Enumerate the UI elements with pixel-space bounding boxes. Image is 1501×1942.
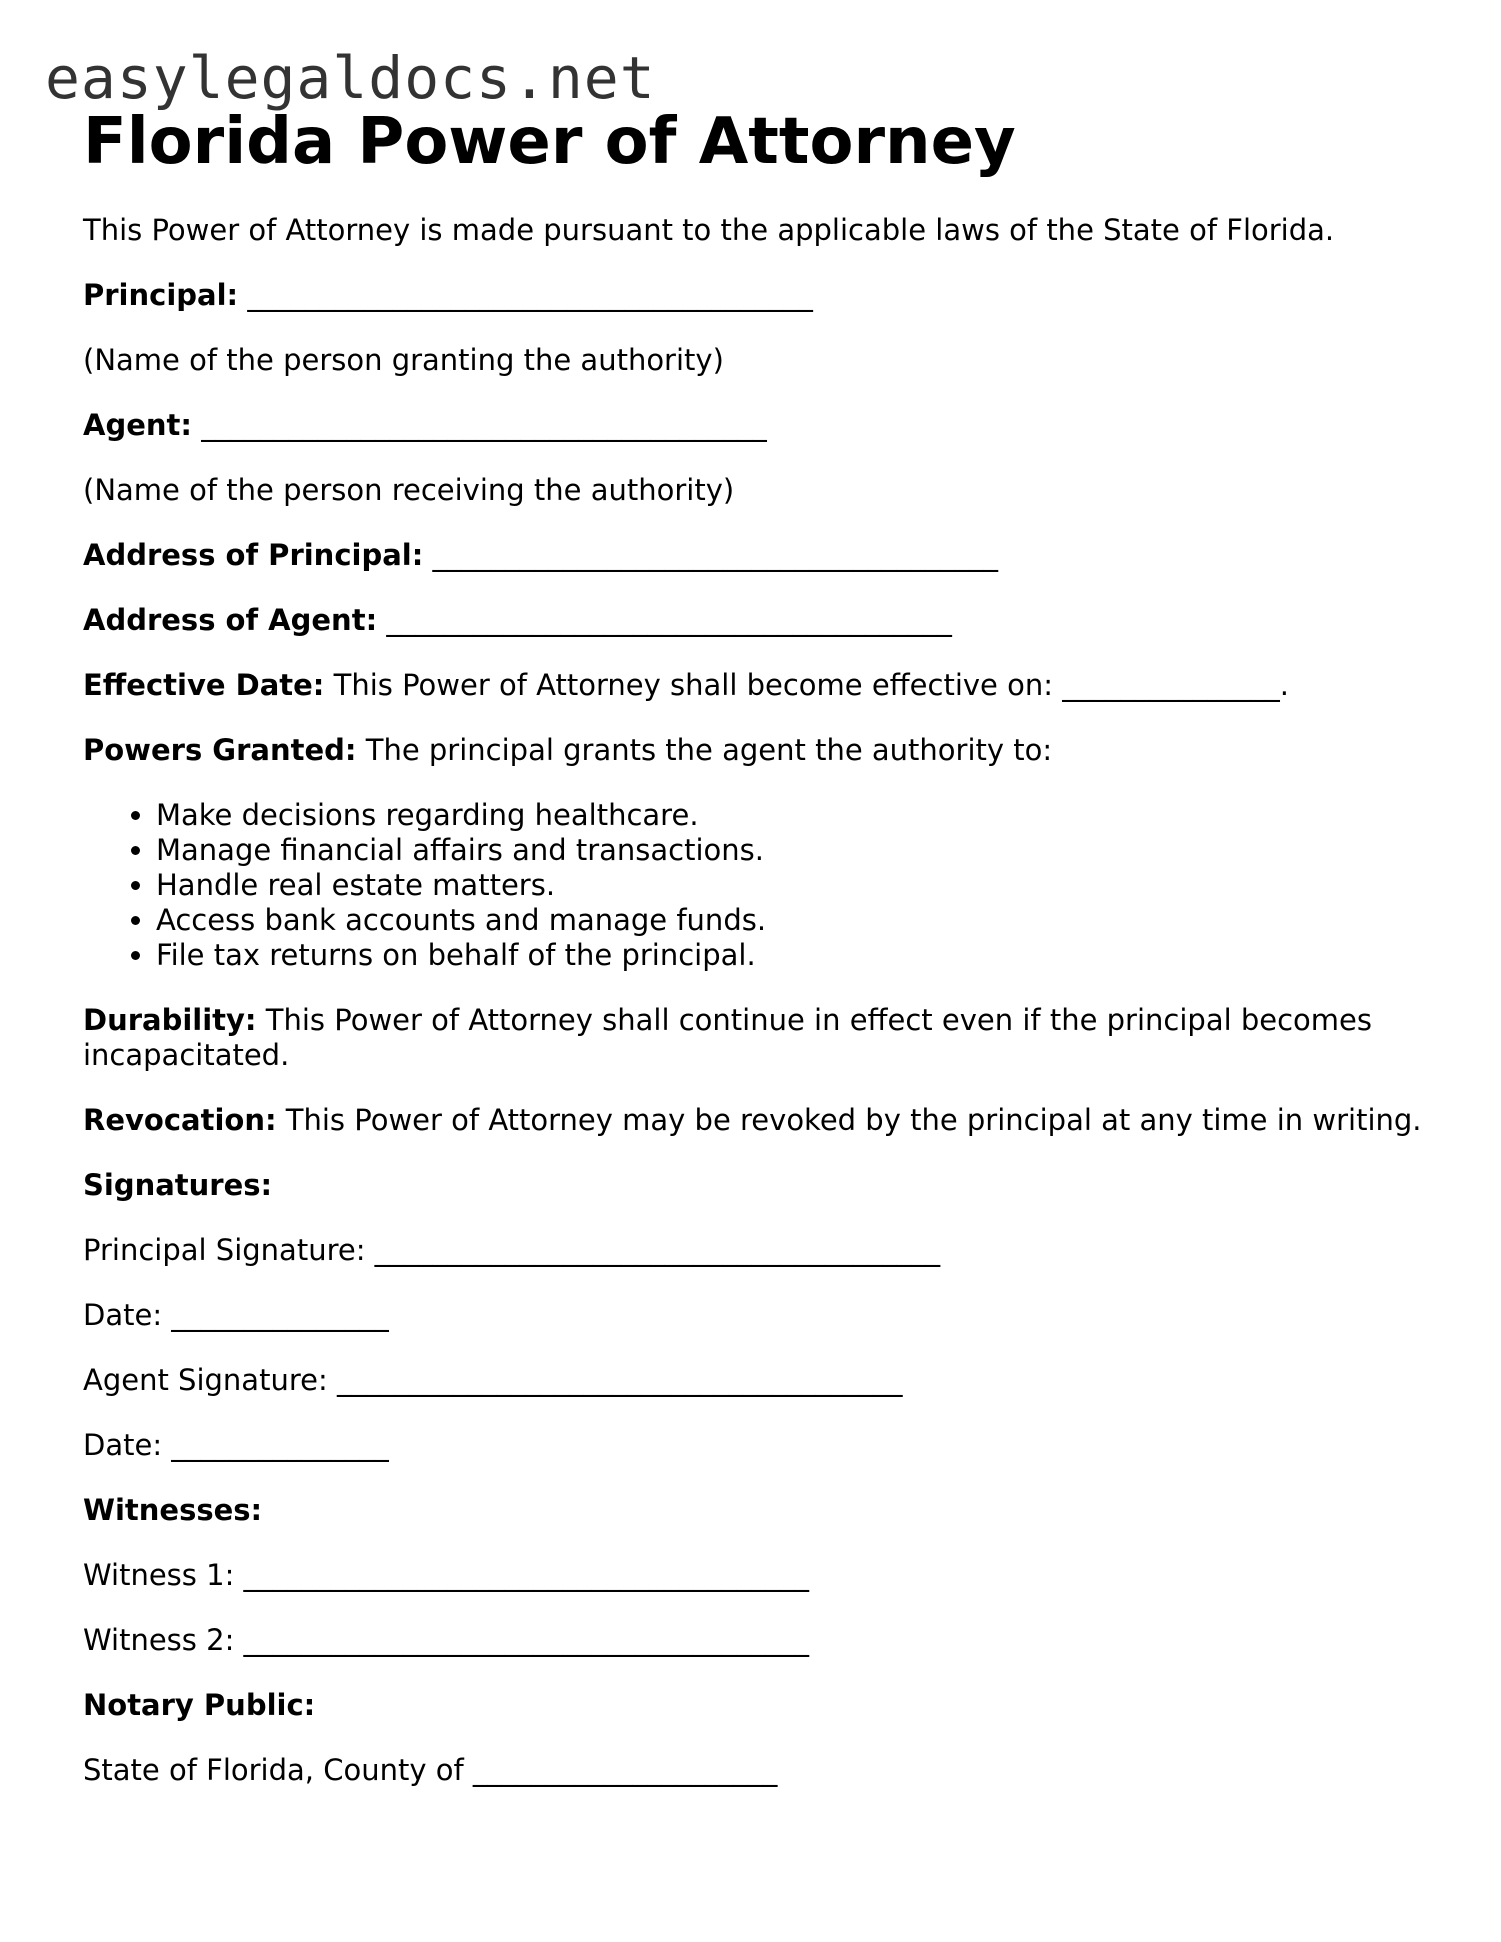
witnesses-heading xyxy=(83,1493,1423,1528)
document-title: Florida Power of Attorney xyxy=(83,105,1016,179)
principal-signature-line[interactable]: Principal Signature: _______________________________________ xyxy=(83,1233,941,1267)
powers-granted-label: Powers Granted: xyxy=(83,733,357,767)
signatures-heading xyxy=(83,1168,1423,1203)
revocation-label: Revocation: xyxy=(83,1103,277,1137)
witness-2-line[interactable]: Witness 2: _______________________________________ xyxy=(83,1623,810,1657)
durability-clause xyxy=(83,1003,1423,1073)
effective-date-text[interactable]: This Power of Attorney shall become effective on: _______________. xyxy=(333,668,1289,702)
notary-heading-text: Notary Public: xyxy=(83,1688,316,1722)
notary-county-line[interactable]: State of Florida, County of _____________________ xyxy=(83,1753,778,1787)
address-principal-label: Address of Principal: xyxy=(83,538,424,572)
address-principal-field xyxy=(83,538,1423,573)
signatures-heading-text: Signatures: xyxy=(83,1168,273,1202)
address-agent-label: Address of Agent: xyxy=(83,603,378,637)
list-item: • File tax returns on behalf of the principal. xyxy=(156,938,1423,973)
revocation-text: This Power of Attorney may be revoked by the principal at any time in writing. xyxy=(285,1103,1422,1137)
principal-label: Principal: xyxy=(83,278,239,312)
agent-signature-line[interactable]: Agent Signature: _______________________________________ xyxy=(83,1363,903,1397)
durability-text: This Power of Attorney shall continue in effect even if the principal becomes incapacitated. xyxy=(83,1003,1372,1072)
principal-blank[interactable]: _______________________________________ xyxy=(247,278,813,312)
powers-list xyxy=(83,798,1423,973)
site-watermark: easylegaldocs.net xyxy=(45,44,656,112)
powers-granted-intro xyxy=(83,733,1423,768)
agent-field xyxy=(83,408,1423,443)
witness-1-line[interactable]: Witness 1: _______________________________________ xyxy=(83,1558,810,1592)
address-agent-field xyxy=(83,603,1423,638)
list-item: • Manage financial affairs and transactions. xyxy=(156,833,1423,868)
agent-signature-date[interactable]: Date: _______________ xyxy=(83,1428,389,1462)
effective-date-field xyxy=(83,668,1423,703)
list-item: • Handle real estate matters. xyxy=(156,868,1423,903)
list-item: • Access bank accounts and manage funds. xyxy=(156,903,1423,938)
agent-label: Agent: xyxy=(83,408,192,442)
effective-date-label: Effective Date: xyxy=(83,668,325,702)
document-body xyxy=(83,213,1423,1818)
witnesses-heading-text: Witnesses: xyxy=(83,1493,263,1527)
principal-note: (Name of the person granting the authority) xyxy=(83,343,724,377)
principal-field xyxy=(83,278,1423,313)
agent-blank[interactable]: _______________________________________ xyxy=(201,408,767,442)
durability-label: Durability: xyxy=(83,1003,257,1037)
principal-signature-date[interactable]: Date: _______________ xyxy=(83,1298,389,1332)
intro-paragraph: This Power of Attorney is made pursuant to the applicable laws of the State of Florida. xyxy=(83,213,1335,247)
agent-note: (Name of the person receiving the authority) xyxy=(83,473,735,507)
address-agent-blank[interactable]: _______________________________________ xyxy=(386,603,952,637)
address-principal-blank[interactable]: _______________________________________ xyxy=(432,538,999,572)
notary-heading xyxy=(83,1688,1423,1723)
revocation-clause xyxy=(83,1103,1423,1138)
list-item: • Make decisions regarding healthcare. xyxy=(156,798,1423,833)
powers-granted-text: The principal grants the agent the authority to: xyxy=(365,733,1053,767)
